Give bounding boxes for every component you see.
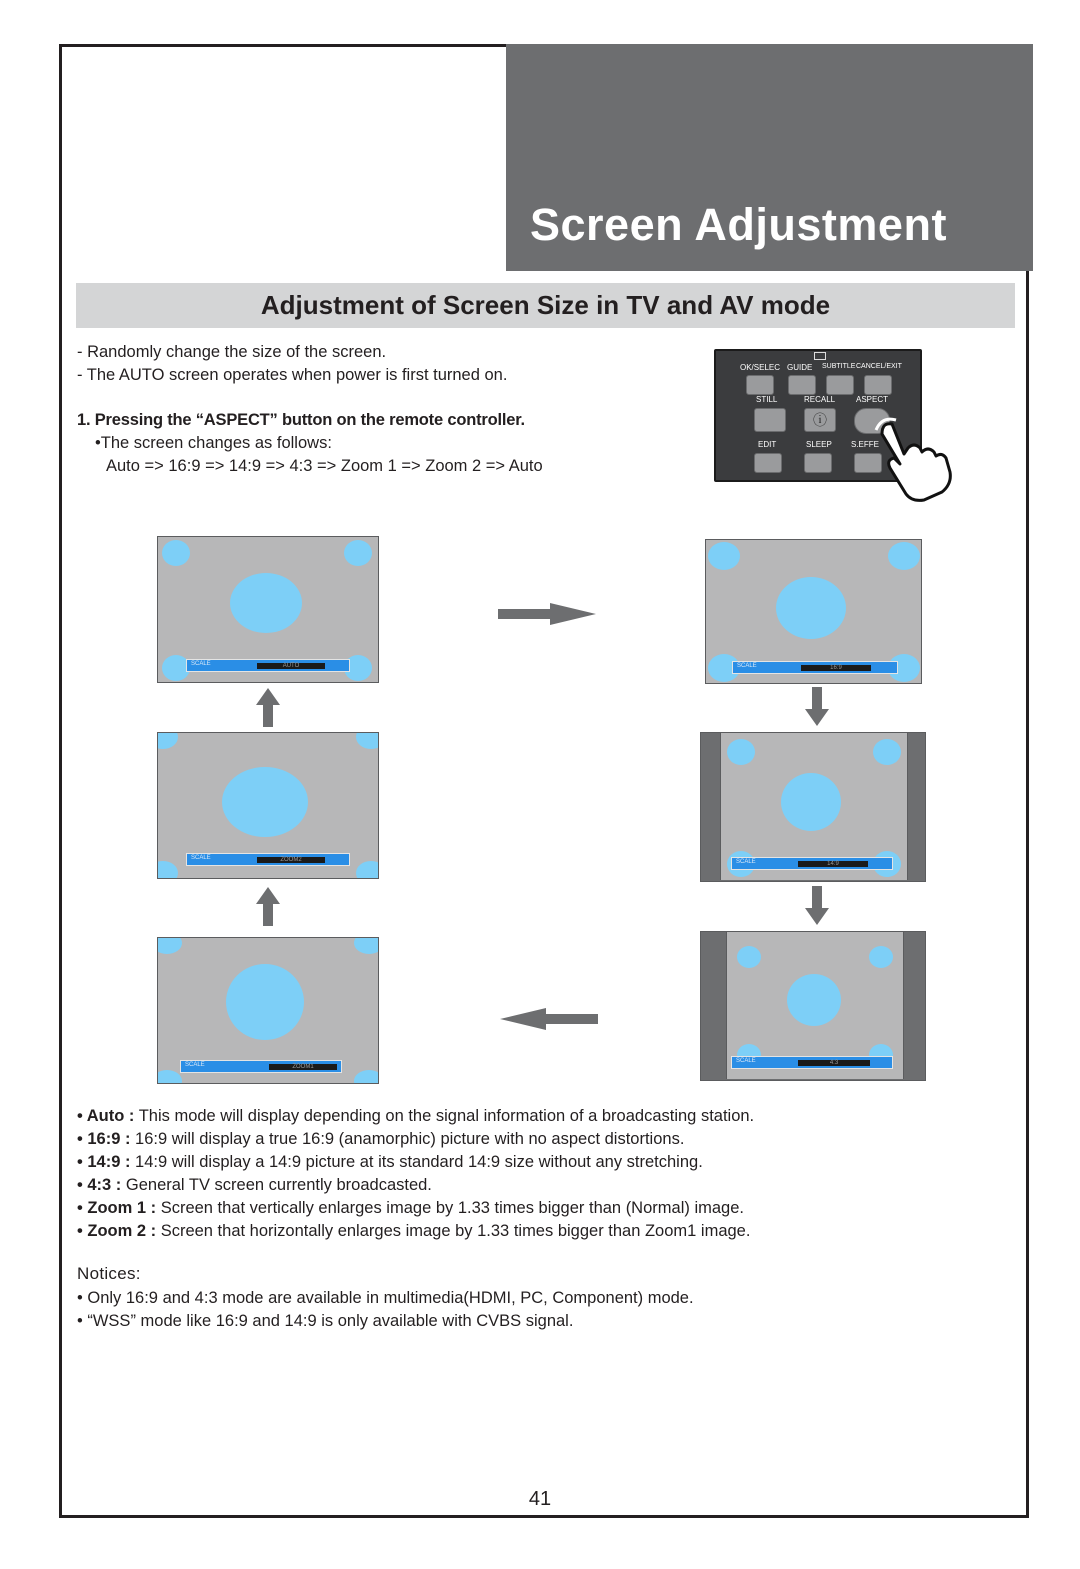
mode-key: • 16:9 :	[77, 1130, 131, 1148]
osd-label: SCALE	[737, 663, 757, 669]
mode-key: • 14:9 :	[77, 1153, 131, 1171]
circle	[873, 739, 901, 765]
remote-button-2	[788, 375, 816, 395]
circle	[869, 946, 893, 968]
screen-zoom2	[157, 732, 379, 879]
mode-key: • 4:3 :	[77, 1176, 122, 1194]
step-title: 1. Pressing the “ASPECT” button on the remote controller.	[77, 411, 525, 429]
circle	[344, 540, 372, 566]
osd-label: SCALE	[191, 661, 211, 667]
mode-key: • Auto :	[77, 1107, 135, 1125]
remote-button-1	[746, 375, 774, 395]
arrow-up-icon	[255, 687, 281, 727]
mode-4-3	[77, 1174, 432, 1197]
osd-label: SCALE	[736, 859, 756, 865]
mode-zoom2	[77, 1220, 750, 1243]
screen-4-3	[700, 931, 926, 1081]
osd-bar	[186, 659, 350, 672]
pointing-hand-icon	[862, 412, 954, 502]
osd-bar	[731, 857, 893, 870]
osd-bar	[731, 1056, 893, 1069]
picture-area	[726, 932, 904, 1079]
intro-line-2: - The AUTO screen operates when power is first turned on.	[77, 366, 508, 384]
arrow-up-icon	[255, 886, 281, 926]
circle	[157, 861, 178, 879]
screen-zoom1	[157, 937, 379, 1084]
mode-zoom1	[77, 1197, 744, 1220]
circle	[157, 937, 182, 954]
remote-label-still: STILL	[756, 395, 778, 404]
osd-value: 16:9	[801, 665, 871, 671]
notices-title: Notices:	[77, 1264, 141, 1283]
mode-desc: Screen that horizontally enlarges image by 1.33 times bigger than Zoom1 image.	[156, 1222, 751, 1240]
remote-label-sleep: SLEEP	[806, 440, 832, 449]
circle	[888, 542, 920, 570]
osd-value: ZOOM1	[269, 1064, 337, 1070]
osd-value: 4:3	[798, 1060, 870, 1066]
mode-key: • Zoom 1 :	[77, 1199, 157, 1217]
mode-desc: This mode will display depending on the signal information of a broadcasting station.	[134, 1107, 755, 1125]
osd-bar	[732, 661, 898, 674]
title-banner	[506, 44, 1033, 271]
remote-label-cancel: CANCEL/EXIT	[856, 363, 902, 370]
mode-desc: 14:9 will display a 14:9 picture at its standard 14:9 size without any stretching.	[130, 1153, 703, 1171]
remote-label-recall: RECALL	[804, 395, 836, 404]
remote-button-still	[754, 408, 786, 432]
arrow-down-icon	[804, 687, 830, 727]
mode-desc: 16:9 will display a true 16:9 (anamorphic) picture with no aspect distortions.	[130, 1130, 685, 1148]
arrow-left-icon	[498, 1006, 598, 1032]
screen-16-9	[705, 539, 922, 684]
remote-label-subtitle: SUBTITLE	[822, 363, 856, 370]
circle	[354, 1070, 379, 1084]
arrow-right-icon	[498, 601, 598, 627]
page-number: 41	[528, 1488, 552, 1510]
circle	[727, 739, 755, 765]
circle	[737, 946, 761, 968]
remote-button-3	[826, 375, 854, 395]
remote-button-edit	[754, 453, 782, 473]
remote-label-okselec: OK/SELEC	[740, 363, 781, 372]
remote-label-edit: EDIT	[758, 440, 777, 449]
osd-value: AUTO	[257, 663, 325, 669]
circle	[226, 964, 304, 1040]
info-icon: ⓘ	[804, 408, 836, 432]
circle	[356, 732, 379, 749]
circle	[230, 573, 302, 633]
page-title: Screen Adjustment	[530, 199, 947, 250]
step-sequence: Auto => 16:9 => 14:9 => 4:3 => Zoom 1 => Zoom 2 => Auto	[106, 457, 543, 475]
section-heading: Adjustment of Screen Size in TV and AV mode	[76, 283, 1015, 328]
osd-label: SCALE	[185, 1062, 205, 1068]
osd-value: 14:9	[798, 861, 868, 867]
osd-label: SCALE	[736, 1058, 756, 1064]
picture-area	[720, 733, 908, 880]
screen-auto	[157, 536, 379, 683]
step-bullet: •The screen changes as follows:	[95, 434, 332, 452]
mode-key: • Zoom 2 :	[77, 1222, 157, 1240]
notice-item: • Only 16:9 and 4:3 mode are available in multimedia(HDMI, PC, Component) mode.	[77, 1289, 694, 1307]
mode-desc: General TV screen currently broadcasted.	[121, 1176, 432, 1194]
osd-bar	[180, 1060, 342, 1073]
mode-desc: Screen that vertically enlarges image by 1.33 times bigger than (Normal) image.	[156, 1199, 744, 1217]
arrow-down-icon	[804, 886, 830, 926]
mode-auto	[77, 1105, 754, 1128]
circle	[222, 767, 308, 837]
circle	[162, 540, 190, 566]
osd-bar	[186, 853, 350, 866]
mode-16-9	[77, 1128, 684, 1151]
remote-label-seffect: S.EFFE	[851, 440, 880, 449]
circle	[787, 974, 841, 1026]
remote-button-4	[864, 375, 892, 395]
remote-button-sleep	[804, 453, 832, 473]
remote-label-guide: GUIDE	[787, 363, 813, 372]
remote-label-aspect: ASPECT	[856, 395, 889, 404]
mode-14-9	[77, 1151, 703, 1174]
circle	[354, 937, 379, 954]
circle	[157, 732, 178, 749]
intro-line-1: - Randomly change the size of the screen.	[77, 343, 387, 361]
circle	[356, 861, 379, 879]
circle	[776, 577, 846, 639]
circle	[157, 1070, 182, 1084]
osd-value: ZOOM2	[257, 857, 325, 863]
osd-label: SCALE	[191, 855, 211, 861]
menu-icon	[814, 352, 826, 360]
notice-item: • “WSS” mode like 16:9 and 14:9 is only available with CVBS signal.	[77, 1312, 574, 1330]
circle	[708, 542, 740, 570]
screen-14-9	[700, 732, 926, 882]
circle	[781, 773, 841, 831]
